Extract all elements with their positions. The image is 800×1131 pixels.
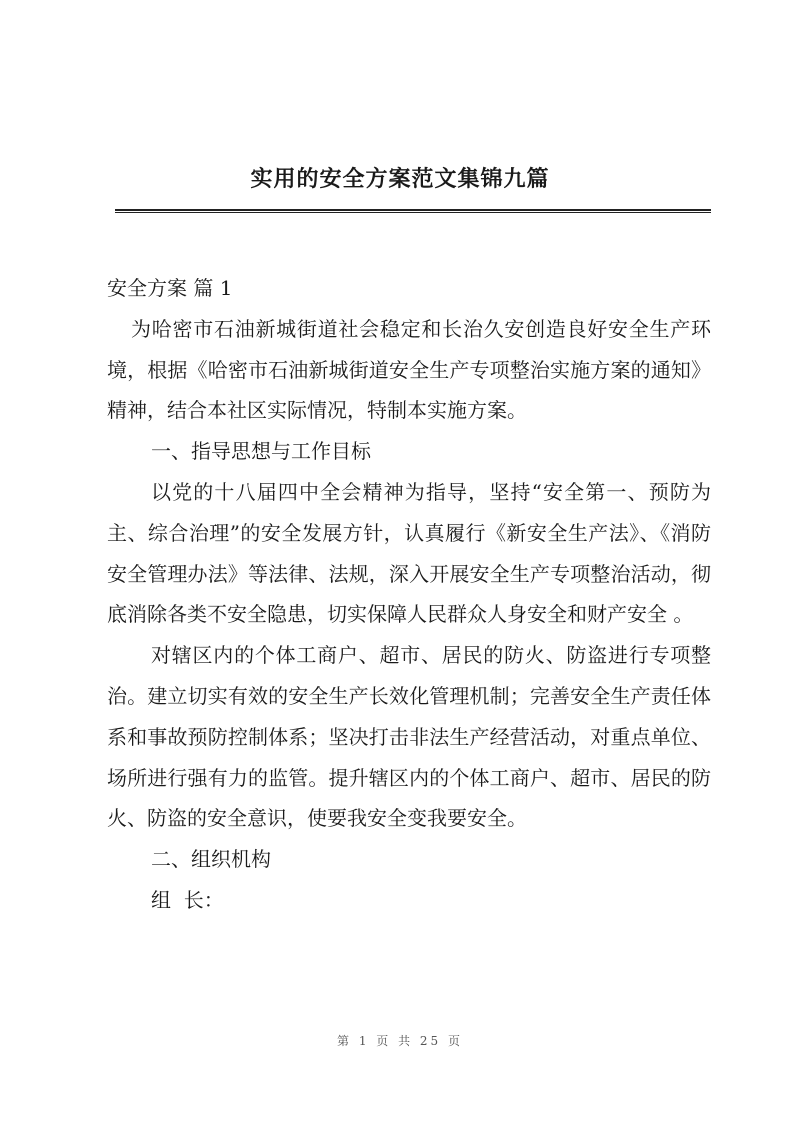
heading-organization: 二、组织机构: [151, 847, 271, 872]
paragraph-team-leader: 组 长：: [151, 887, 224, 912]
paragraph-guiding-ideology: 以党的十八届四中全会精神为指导，坚持“安全第一、预防为主、综合治理”的安全发展方针，认真履行《新安全生产法》、《消防安全管理办法》等法律、法规，深入开展安全生产专项整治活动，彻底消除各类不安全隐患，切实保障人民群众人身安全和财产安全 。: [107, 479, 711, 627]
title-divider: [115, 209, 711, 213]
document-title: 实用的安全方案范文集锦九篇: [250, 166, 550, 192]
paragraph-intro: 为哈密市石油新城街道社会稳定和长治久安创造良好安全生产环境，根据《哈密市石油新城街道安全生产专项整治实施方案的通知》精神，结合本社区实际情况，特制本实施方案。: [107, 316, 711, 423]
page-number-footer: 第 1 页 共 25 页: [337, 1034, 463, 1048]
paragraph-rectification: 对辖区内的个体工商户、超市、居民的防火、防盗进行专项整治。建立切实有效的安全生产长效化管理机制；完善安全生产责任体系和事故预防控制体系；坚决打击非法生产经营活动，对重点单位、场所进行强有力的监管。提升辖区内的个体工商户、超市、居民的防火、防盗的安全意识，使要我安全变我要安全。: [107, 643, 711, 831]
heading-guiding-ideology: 一、指导思想与工作目标: [151, 439, 371, 464]
section-heading: 安全方案 篇 1: [107, 276, 233, 300]
document-body: [107, 268, 711, 921]
